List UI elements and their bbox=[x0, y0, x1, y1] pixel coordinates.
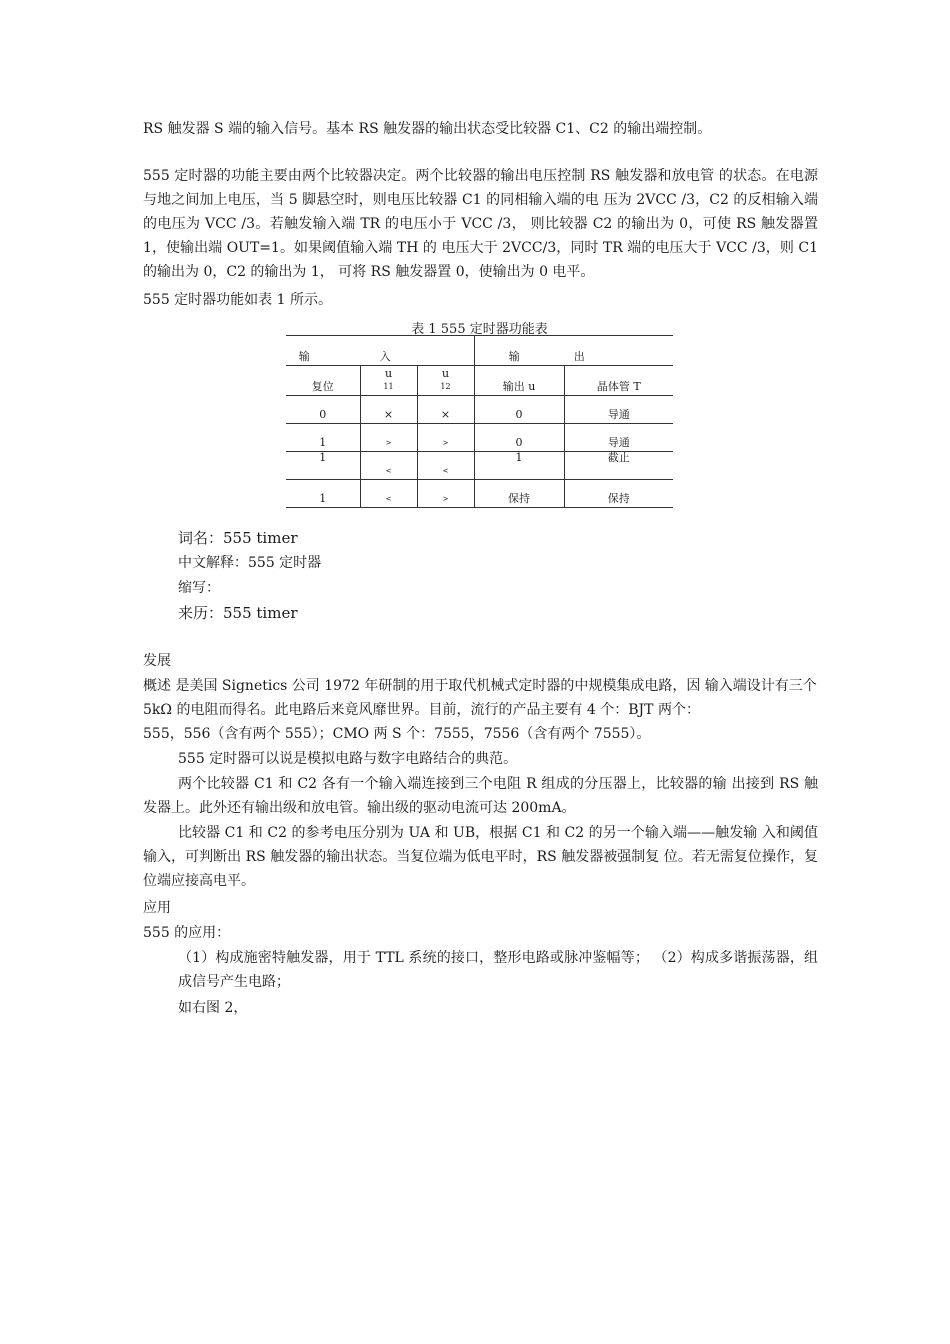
paragraph-overview: 概述 是美国 Signetics 公司 1972 年研制的用于取代机械式定时器的中规模集成电路，因 输入端设计有三个 5kΩ 的电阻而得名。此电路后来竟风靡世界。目前，流行的产品主要有 4 个：BJT 两个： bbox=[143, 678, 817, 718]
term-origin: 来历：555 timer bbox=[178, 604, 298, 622]
table-header-row bbox=[286, 366, 673, 396]
table-cell: 导通 bbox=[564, 396, 673, 424]
table-header-output: 输出 u bbox=[474, 366, 564, 396]
table-cell: 导通 bbox=[564, 424, 673, 452]
table-cell: > bbox=[360, 424, 417, 452]
term-abbreviation: 缩写： bbox=[178, 580, 220, 596]
table-caption: 表 1 555 定时器功能表 bbox=[411, 322, 548, 337]
table-row bbox=[286, 424, 673, 452]
paragraph-app-intro: 555 的应用： bbox=[143, 925, 231, 941]
function-table bbox=[286, 335, 673, 508]
table-cell: 0 bbox=[286, 396, 360, 424]
table-cell: × bbox=[417, 396, 474, 424]
section-heading-application: 应用 bbox=[143, 900, 171, 916]
paragraph-figure-ref: 如右图 2， bbox=[178, 1000, 248, 1016]
table-cell: 保持 bbox=[564, 480, 673, 508]
table-cell: 保持 bbox=[474, 480, 564, 508]
paragraph-rs-input: RS 触发器 S 端的输入信号。基本 RS 触发器的输出状态受比较器 C1、C2 的输出端控制。 bbox=[143, 121, 712, 137]
term-name: 词名：555 timer bbox=[178, 529, 298, 547]
table-cell: × bbox=[360, 396, 417, 424]
table-row bbox=[286, 452, 673, 480]
table-group-output: 输出 bbox=[474, 336, 673, 366]
table-cell: 0 bbox=[474, 424, 564, 452]
table-cell: < bbox=[360, 480, 417, 508]
table-cell: 截止 bbox=[564, 452, 673, 480]
table-header-u11: u 11 bbox=[360, 366, 417, 396]
table-header-reset: 复位 bbox=[286, 366, 360, 396]
table-cell: < bbox=[417, 452, 474, 480]
table-cell: < bbox=[360, 452, 417, 480]
table-cell: 1 bbox=[286, 452, 360, 480]
term-chinese: 中文解释：555 定时器 bbox=[178, 555, 322, 571]
table-header-u12: u 12 bbox=[417, 366, 474, 396]
table-cell: 0 bbox=[474, 396, 564, 424]
table-group-input: 输入 bbox=[286, 336, 474, 366]
paragraph-reference: 比较器 C1 和 C2 的参考电压分别为 UA 和 UB，根据 C1 和 C2 的另一个输入端——触发输 入和阈值输入，可判断出 RS 触发器的输出状态。当复位端为低电平时，RS 触发器被强制复 位。若无需复位操作，复位端应接高电平。 bbox=[143, 825, 818, 889]
table-row bbox=[286, 396, 673, 424]
paragraph-products: 555，556（含有两个 555）；CMO 两 S 个：7555，7556（含有两个 7555）。 bbox=[143, 726, 651, 742]
paragraph-app-items: （1）构成施密特触发器，用于 TTL 系统的接口，整形电路或脉冲鉴幅等； （2）构成多谐振荡器，组成信号产生电路； bbox=[178, 950, 818, 990]
paragraph-555-function: 555 定时器的功能主要由两个比较器决定。两个比较器的输出电压控制 RS 触发器和放电管 的状态。在电源与地之间加上电压，当 5 脚悬空时，则电压比较器 C1 的同相输入端的电 压为 2VCC /3，C2 的反相输入端的电压为 VCC /3。若触发输入端 TR 的电压小于 VCC /3， 则比较器 C2 的输出为 0，可使 RS 触发器置 1，使输出端 OUT=1。如果阈值输入端 TH 的 电压大于 2VCC/3，同时 TR 端的电压大于 VCC /3，则 C1 的输出为 0，C2 的输出为 1， 可将 RS 触发器置 0，使输出为 0 电平。 bbox=[143, 168, 818, 280]
table-header-group-row bbox=[286, 336, 673, 366]
table-row bbox=[286, 480, 673, 508]
table-cell: > bbox=[417, 424, 474, 452]
paragraph-comparators: 两个比较器 C1 和 C2 各有一个输入端连接到三个电阻 R 组成的分压器上，比较器的输 出接到 RS 触发器上。此外还有输出级和放电管。输出级的驱动电流可达 200mA。 bbox=[143, 776, 818, 816]
paragraph-typical: 555 定时器可以说是模拟电路与数字电路结合的典范。 bbox=[178, 751, 518, 767]
table-cell: 1 bbox=[474, 452, 564, 480]
table-cell: 1 bbox=[286, 424, 360, 452]
section-heading-development: 发展 bbox=[143, 653, 171, 669]
table-cell: 1 bbox=[286, 480, 360, 508]
table-cell: > bbox=[417, 480, 474, 508]
table-header-transistor: 晶体管 T bbox=[564, 366, 673, 396]
paragraph-table-ref: 555 定时器功能如表 1 所示。 bbox=[143, 292, 332, 308]
